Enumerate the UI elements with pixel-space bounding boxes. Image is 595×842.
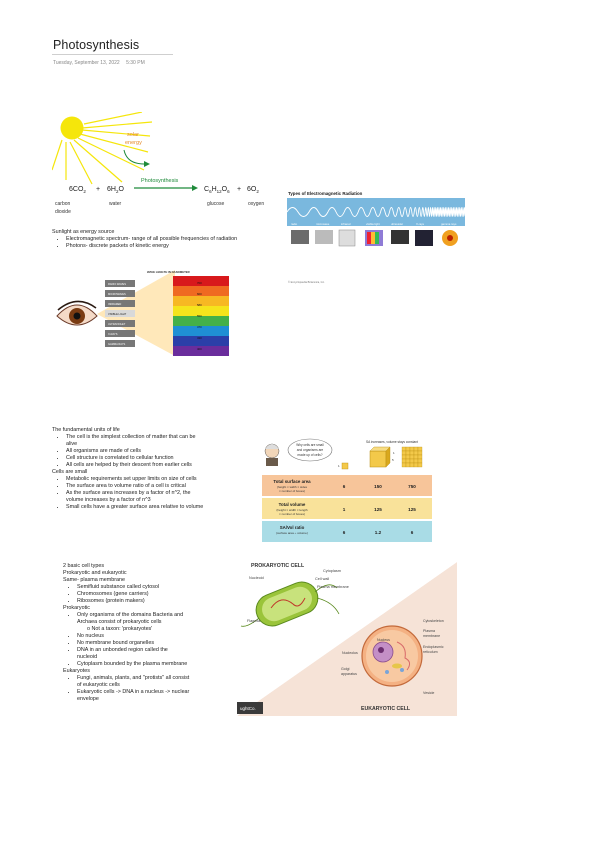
prokaryote-label: Flagella: [247, 619, 261, 623]
cells-small-bullet: • The surface area to volume ratio of a cell is critical: [66, 483, 252, 490]
spectrum-nm-label: 580: [197, 303, 202, 307]
eukaryote-label: Nucleus: [377, 638, 390, 642]
plus-2: +: [237, 186, 242, 193]
fundamental-heading: The fundamental units of life: [52, 427, 120, 433]
cell-comparison-figure: [237, 558, 457, 716]
speech-line: Why cells are small: [296, 443, 324, 447]
sun-icon: [52, 112, 152, 184]
sa-row-label: Total volume: [278, 502, 306, 507]
cells-small-bullet: • Metabolic requirements set upper limits on size of cells: [66, 476, 252, 483]
speech-line: and organisms are: [296, 448, 324, 452]
sa-value: 6: [410, 530, 414, 535]
sa-value: 6: [342, 484, 346, 489]
cube-medium: [370, 447, 390, 467]
cube-small: [342, 463, 348, 469]
cell-types-bullets: [63, 675, 253, 703]
sa-value: 750: [408, 484, 416, 489]
plus-1: +: [96, 186, 101, 193]
prokaryote-label: Nucleoid: [249, 576, 264, 580]
fundamental-bullets: [52, 434, 252, 469]
eukaryote-label: Nucleolus: [342, 651, 358, 655]
title-divider: [52, 54, 173, 55]
sa-row-sublabel: (surface area ÷ volume): [276, 531, 308, 535]
label-water: water: [109, 201, 122, 207]
sunlight-bullet: • Photons- discrete packets of kinetic energy: [66, 243, 237, 250]
photosynthesis-arrow-label: Photosynthesis: [141, 178, 179, 184]
cube-size-label: 5: [392, 458, 394, 462]
label-glucose: glucose: [207, 201, 225, 207]
page-time: 5:30 PM: [126, 60, 145, 66]
fundamental-bullet: • The cell is the simplest collection of matter that can be alive: [66, 434, 252, 448]
prokaryote-label: Plasma membrane: [317, 585, 349, 589]
eukaryote-label: Plasma: [423, 629, 435, 633]
sa-value: 150: [374, 484, 382, 489]
cell-types-bullet: • Semifluid substance called cytosol: [77, 584, 253, 591]
photosynthesis-diagram: [52, 112, 282, 222]
product-oxygen: $6O_2$: [247, 186, 259, 194]
prokaryotic-title: PROKARYOTIC CELL: [251, 563, 305, 569]
cells-small-bullet: • As the surface area increases by a factor of n^2, the volume increases by a factor of n^3: [66, 490, 252, 504]
cell-types-section: [63, 563, 253, 703]
em-figure-title: Types of Electromagnetic Radiation: [288, 191, 363, 196]
label-carbon: carbon: [55, 201, 71, 207]
cell-types-bullets: [63, 584, 253, 605]
em-radiation-figure: [287, 190, 465, 285]
sa-row-sublabel: (height × width × sides: [276, 485, 308, 489]
cells-small-bullet: • Small cells have a greater surface area relative to volume: [66, 504, 252, 511]
spectrum-label: X-RAYS: [108, 333, 118, 336]
em-band-label: X-rays: [416, 222, 425, 226]
spectrum-nm-label: 470: [197, 325, 202, 329]
eukaryote-label: Endoplasmic: [423, 645, 444, 649]
surface-area-figure: [262, 437, 432, 545]
em-icons: [291, 230, 458, 246]
cell-types-bullet: • No membrane bound organelles: [77, 640, 253, 647]
cube-size-label: 1: [393, 451, 395, 455]
cell-types-bullet: • DNA in an unbonded region called the nucleoid: [77, 647, 253, 661]
em-band-label: visible light: [366, 222, 380, 226]
cell-types-bullet: • Chromosomes (gene carriers): [77, 591, 253, 598]
sa-value: 125: [374, 507, 382, 512]
spectrum-nm-label: 550: [197, 314, 202, 318]
cube-size-label: 1: [338, 464, 340, 468]
cells-small-heading: Cells are small: [52, 469, 88, 475]
cell-types-text: 2 basic cell types: [63, 563, 105, 569]
eukaryote-label: Golgi: [341, 667, 350, 671]
sunlight-section: [52, 229, 237, 250]
em-band-label: radio: [291, 222, 298, 226]
label-oxygen: oxygen: [248, 201, 265, 207]
cells-small-bullets: [52, 476, 252, 511]
spectrum-nm-label: 600: [197, 292, 202, 296]
label-dioxide: dioxide: [55, 209, 71, 215]
eukaryote-label: Cytoskeleton: [423, 619, 444, 623]
em-band-label: infrared: [341, 222, 351, 226]
spectrum-label: INFRARED: [108, 303, 122, 306]
sa-row-sublabel: (height × width × length: [276, 508, 308, 512]
cell-types-bullet: • Only organisms of the domains Bacteria and Archaea consist of prokaryotic cells o Not a taxon: 'prokaryotes': [77, 612, 253, 633]
eukaryote-label: apparatus: [341, 672, 357, 676]
sunlight-bullet: • Electromagnetic spectrum- range of all possible frequencies of radiation: [66, 236, 237, 243]
product-glucose: $C_6H_{12}O_6$: [204, 186, 230, 194]
cell-types-bullet: • Eukaryotic cells -> DNA in a nucleus -> nuclear envelope: [77, 689, 253, 703]
cell-types-bullet: • Ribosomes (protein makers): [77, 598, 253, 605]
eukaryote-label: reticulum: [423, 650, 438, 654]
page-title: Photosynthesis: [53, 38, 140, 52]
sa-value: 1.2: [374, 530, 382, 535]
prokaryote-label: Cell wall: [315, 577, 330, 581]
eukaryote-icon: [362, 626, 422, 686]
sa-row-sublabel: × number of boxes): [279, 489, 305, 493]
page-datetime: [53, 60, 145, 66]
cell-types-text: Prokaryotic: [63, 605, 90, 611]
scientist-icon: [265, 444, 279, 466]
cell-types-bullet: • No nucleus: [77, 633, 253, 640]
spectrum-label: GAMMA RAYS: [108, 343, 126, 346]
cell-types-text: Same- plasma membrane: [63, 577, 126, 583]
spectrum-nm-label: 400: [197, 347, 202, 351]
fundamental-bullet: • All organisms are made of cells: [66, 448, 252, 455]
sa-table: [262, 475, 432, 542]
fundamental-section: [52, 427, 252, 511]
reactant-h2o: $6H_2O$: [107, 186, 124, 194]
cell-types-text: Prokaryotic and eukaryotic: [63, 570, 127, 576]
brand-logo: ughtCo.: [240, 706, 256, 711]
sa-value: 6: [342, 530, 346, 535]
em-figure-footer: © Encyclopædia Britannica, Inc.: [288, 281, 325, 284]
cell-types-bullets: [63, 612, 253, 668]
eukaryote-label: membrane: [423, 634, 441, 638]
sa-row-label: SA/Vol ratio: [279, 525, 305, 530]
eye-icon: [57, 301, 97, 325]
spectrum-header: WAVE LENGTH IN NANOMETER: [147, 270, 190, 274]
cell-types-subbullet: o Not a taxon: 'prokaryotes': [87, 626, 253, 633]
spectrum-label: RADIO WAVES: [108, 283, 127, 286]
spectrum-label: MICROWAVES: [108, 293, 126, 296]
eukaryotic-title: EUKARYOTIC CELL: [361, 706, 411, 712]
eukaryote-label: Vesicle: [423, 691, 435, 695]
speech-line: made up of cells?: [297, 453, 323, 457]
spectrum-label: VISIBLE LIGHT: [108, 313, 127, 316]
prokaryote-label: Cytoplasm: [323, 569, 341, 573]
fundamental-bullet: • Cell structure is correlated to cellular function: [66, 455, 252, 462]
em-band-label: microwave: [316, 222, 330, 226]
sunlight-heading: Sunlight as energy source: [52, 229, 115, 235]
fundamental-bullet: • All cells are helped by their descent from earlier cells: [66, 462, 252, 469]
em-band-label: gamma rays: [441, 222, 457, 226]
spectrum-nm-label: 700: [197, 281, 202, 285]
cell-types-text: Eukaryotes: [63, 668, 90, 674]
cell-types-bullet: • Cytoplasm bounded by the plasma membrane: [77, 661, 253, 668]
em-band-label: ultraviolet: [391, 222, 403, 226]
sa-value: 1: [342, 507, 346, 512]
sa-value: 125: [408, 507, 416, 512]
page-date: Tuesday, September 13, 2022: [53, 60, 120, 66]
reactant-co2: $6CO_2$: [69, 186, 86, 194]
sa-row-sublabel: × number of boxes): [279, 512, 305, 516]
cell-types-bullet: • Fungi, animals, plants, and "protists" all consist of eukaryotic cells: [77, 675, 253, 689]
cube-grid: [402, 447, 422, 467]
solar-label-1: solar: [127, 132, 139, 138]
sa-row-label: Total surface area: [273, 479, 311, 484]
eye-spectrum-figure: [55, 268, 233, 356]
spectrum-nm-label: 430: [197, 336, 202, 340]
spectrum-label: ULTRAVIOLET: [108, 323, 126, 326]
solar-label-2: energy: [125, 140, 142, 146]
sunlight-bullets: [52, 236, 237, 250]
sa-caption: SA increases, volume stays constant: [366, 440, 418, 444]
cell-types-subbullets: [77, 626, 253, 633]
